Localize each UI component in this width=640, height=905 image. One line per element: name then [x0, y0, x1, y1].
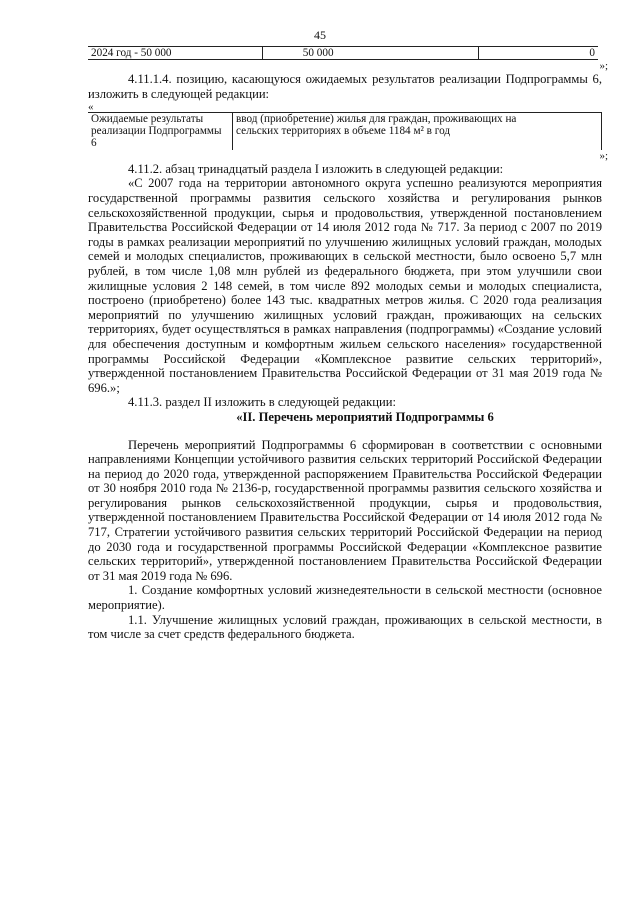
measures-list-paragraph: Перечень мероприятий Подпрограммы 6 сформирован в соответствии с основными направлениями Концепции устойчивого развития сельских территорий Российской Федерации на период до 2020 года, утвержденной распоряжением Правительства Российской Федерации от 30 ноября 2010 года № 2136-р, государственной программы развития сельского хозяйства и регулирования рынков сельскохозяйственной продукции, сырья и продовольствия, утвержденной постановлением Правительства Российской Федерации от 14 июля 2012 года № 717, Стратегии устойчивого развития сельских территорий Российской Федерации на период до 2030 года и государственной программы Российской Федерации «Комплексное развитие сельских территорий», утвержденной постановлением Правительства Российской Федерации от 31 мая 2019 года № 696.: [88, 437, 602, 583]
item-4-11-1-4: 4.11.1.4. позицию, касающуюся ожидаемых результатов реализации Подпрограммы 6, изложить в следующей редакции:: [88, 72, 602, 101]
expected-results-label: Ожидаемые результаты реализации Подпрограммы 6: [88, 112, 233, 150]
point-1: 1. Создание комфортных условий жизнедеятельности в сельской местности (основное мероприятие).: [88, 583, 602, 613]
quoted-paragraph: «С 2007 года на территории автономного округа успешно реализуются мероприятия государственной программы развития сельского хозяйства и регулирования рынков сельскохозяйственной продукции, сырья и продовольствия, утвержденной постановлением Правительства Российской Федерации от 14 июля 2012 года № 717. За период с 2007 по 2019 годы в рамках реализации мероприятий по улучшению жилищных условий граждан, молодых семей и молодых специалистов, проживающих в сельской местности, было освоено 5,7 млн рублей, в том числе 1,08 млн рублей из федерального бюджета, при этом улучшили свои жилищные условия 2 148 семей, в том числе 892 молодых семьи и молодых специалиста, построено (приобретено) более 143 тыс. квадратных метров жилья. С 2020 года реализация мероприятий по улучшению жилищных условий граждан, проживающих на сельских территориях, будет осуществляться в рамках направления (подпрограммы) «Создание условий для обеспечения доступным и комфортным жильем сельского населения» государственной программы Российской Федерации «Комплексное развитие сельских территорий», утвержденной постановлением Правительства Российской Федерации от 31 мая 2019 года № 696.»;: [88, 176, 602, 395]
item-4-11-2: 4.11.2. абзац тринадцатый раздела I изложить в следующей редакции:: [128, 161, 504, 176]
closing-mark: »;: [599, 149, 608, 162]
table-row: [88, 112, 602, 150]
expected-results-value: ввод (приобретение) жилья для граждан, проживающих на сельских территориях в объеме 1184 м² в год: [233, 112, 602, 150]
funding-table-fragment: [88, 46, 598, 60]
section-heading: «II. Перечень мероприятий Подпрограммы 6: [236, 409, 494, 424]
table-cell-year: 2024 год - 50 000: [88, 47, 262, 60]
item-4-11-3: 4.11.3. раздел II изложить в следующей редакции:: [128, 395, 396, 410]
table-row: [88, 47, 598, 60]
expected-results-table: [88, 112, 602, 150]
page-number: 45: [314, 28, 326, 42]
point-1-1: 1.1. Улучшение жилищных условий граждан, проживающих в сельской местности, в том числе за счет средств федерального бюджета.: [88, 612, 602, 642]
table-cell-total: 50 000: [262, 47, 479, 60]
closing-mark: »;: [599, 60, 608, 73]
opening-quote: «: [88, 100, 94, 113]
document-body: [88, 46, 608, 642]
table-cell-value: 0: [479, 47, 598, 60]
